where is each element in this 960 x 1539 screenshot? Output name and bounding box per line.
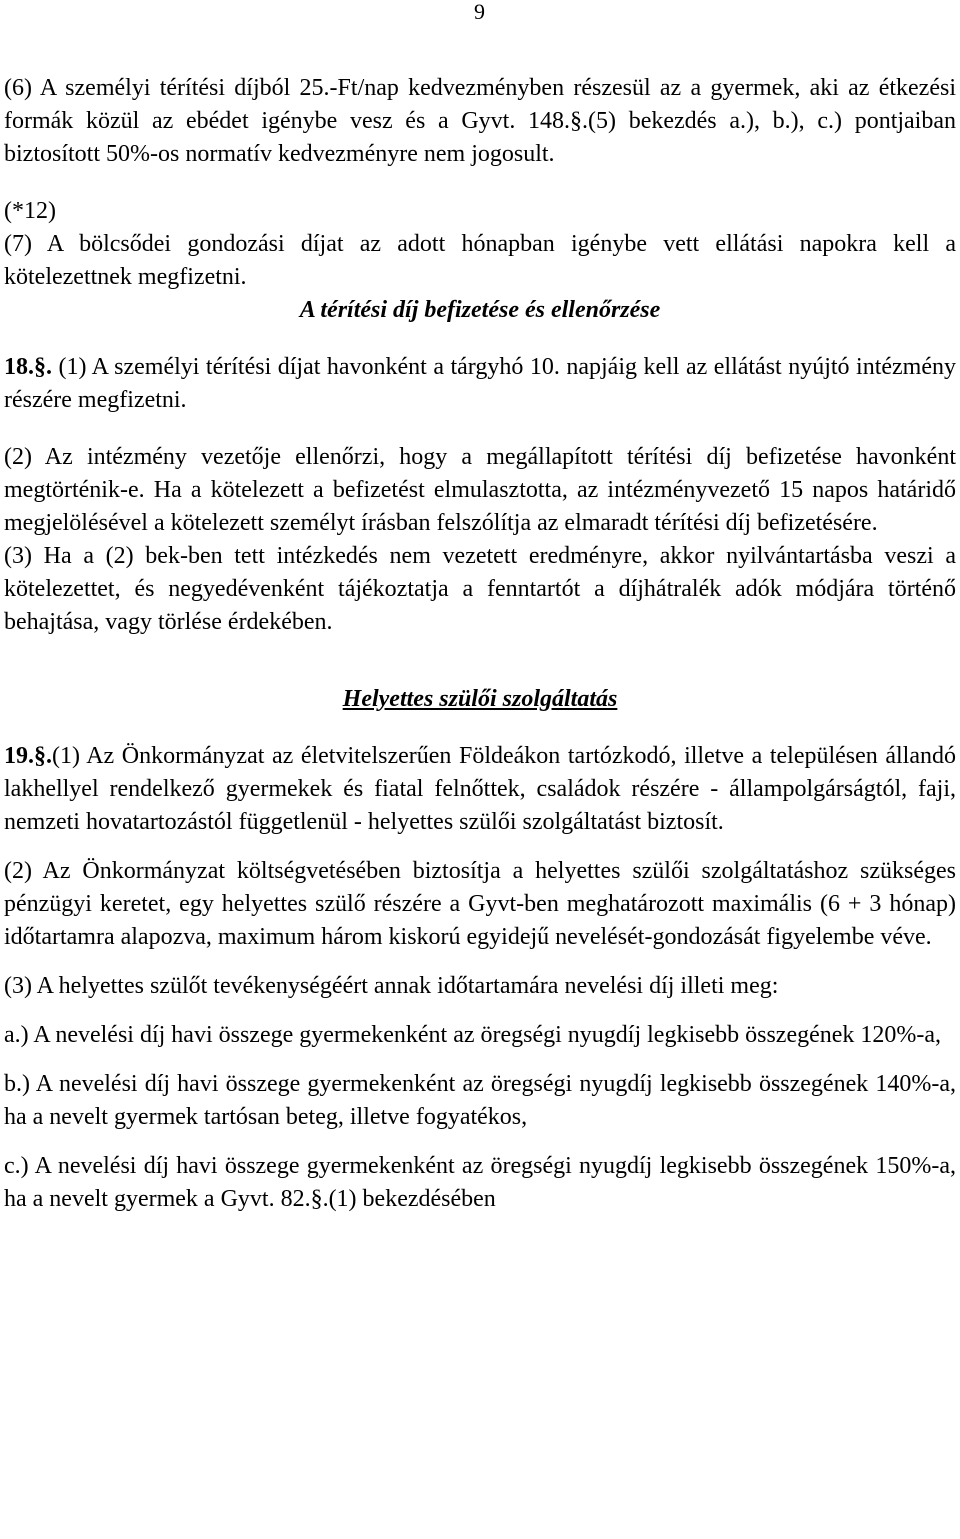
- section-heading-fee-payment: A térítési díj befizetése és ellenőrzése: [299, 297, 661, 323]
- section-18-paragraph-3: (3) Ha a (2) bek-ben tett intézkedés nem vezetett eredményre, akkor nyilvántartásba veszi a kötelezettet, és negyedévenként tájékoztatja a fenntartót a díjhátralék adók módjára történő behajtása, vagy törlése érdekében.: [4, 543, 956, 635]
- amendment-marker-12: (*12): [4, 198, 56, 224]
- paragraph-7: (7) A bölcsődei gondozási díjat az adott hónapban igénybe vett ellátási napokra kell a kötelezettnek megfizetni.: [4, 231, 956, 290]
- list-item-b: b.) A nevelési díj havi összege gyermekenként az öregségi nyugdíj legkisebb összegének 140%-a, ha a nevelt gyermek tartósan beteg, illetve fogyatékos,: [4, 1071, 956, 1130]
- paragraph-6: (6) A személyi térítési díjból 25.-Ft/nap kedvezményben részesül az a gyermek, aki az étkezési formák közül az ebédet igénybe vesz és a Gyvt. 148.§.(5) bekezdés a.), b.), c.) pontjaiban biztosított 50%-os normatív kedvezményre nem jogosult.: [4, 75, 956, 167]
- section-18-paragraph-1: [4, 351, 956, 417]
- page-number: 9: [474, 0, 485, 24]
- list-item-a: a.) A nevelési díj havi összege gyermekenként az öregségi nyugdíj legkisebb összegének 120%-a,: [4, 1022, 942, 1048]
- section-18-paragraph-2: (2) Az intézmény vezetője ellenőrzi, hogy a megállapított térítési díj befizetése havonként megtörténik-e. Ha a kötelezett a befizetést elmulasztotta, az intézményvezető 15 napos határidő megjelölésével a kötelezett személyt írásban felszólítja az elmaradt térítési díj befizetésére.: [4, 444, 956, 536]
- document-body: [4, 72, 956, 1216]
- section-19-paragraph-3: (3) A helyettes szülőt tevékenységéért annak időtartamára nevelési díj illeti meg:: [4, 973, 779, 999]
- section-18-number: 18.§.: [4, 354, 52, 380]
- section-heading-substitute-parent: [4, 683, 956, 716]
- list-item-c: c.) A nevelési díj havi összege gyermekenként az öregségi nyugdíj legkisebb összegének 150%-a, ha a nevelt gyermek a Gyvt. 82.§.(1) bekezdésében: [4, 1153, 956, 1212]
- section-18-p1-text: (1) A személyi térítési díjat havonként a tárgyhó 10. napjáig kell az ellátást nyújtó intézmény részére megfizetni.: [4, 354, 956, 413]
- section-19-p1-text: (1) Az Önkormányzat az életvitelszerűen Földeákon tartózkodó, illetve a településen állandó lakhellyel rendelkező gyermekek és fiatal felnőttek, családok részére - állampolgárságtól, faji, nemzeti hovatartozástól függetlenül - helyettes szülői szolgáltatást biztosít.: [4, 743, 956, 835]
- section-19-paragraph-1: [4, 740, 956, 839]
- section-19-number: 19.§.: [4, 743, 52, 769]
- section-heading-substitute-parent-text: Helyettes szülői szolgáltatás: [342, 686, 618, 712]
- section-19-paragraph-2: (2) Az Önkormányzat költségvetésében biztosítja a helyettes szülői szolgáltatáshoz szükséges pénzügyi keretet, egy helyettes szülő részére a Gyvt-ben meghatározott maximális (6 + 3 hónap) időtartamra alapozva, maximum három kiskorú egyidejű nevelését-gondozását figyelembe véve.: [4, 858, 956, 950]
